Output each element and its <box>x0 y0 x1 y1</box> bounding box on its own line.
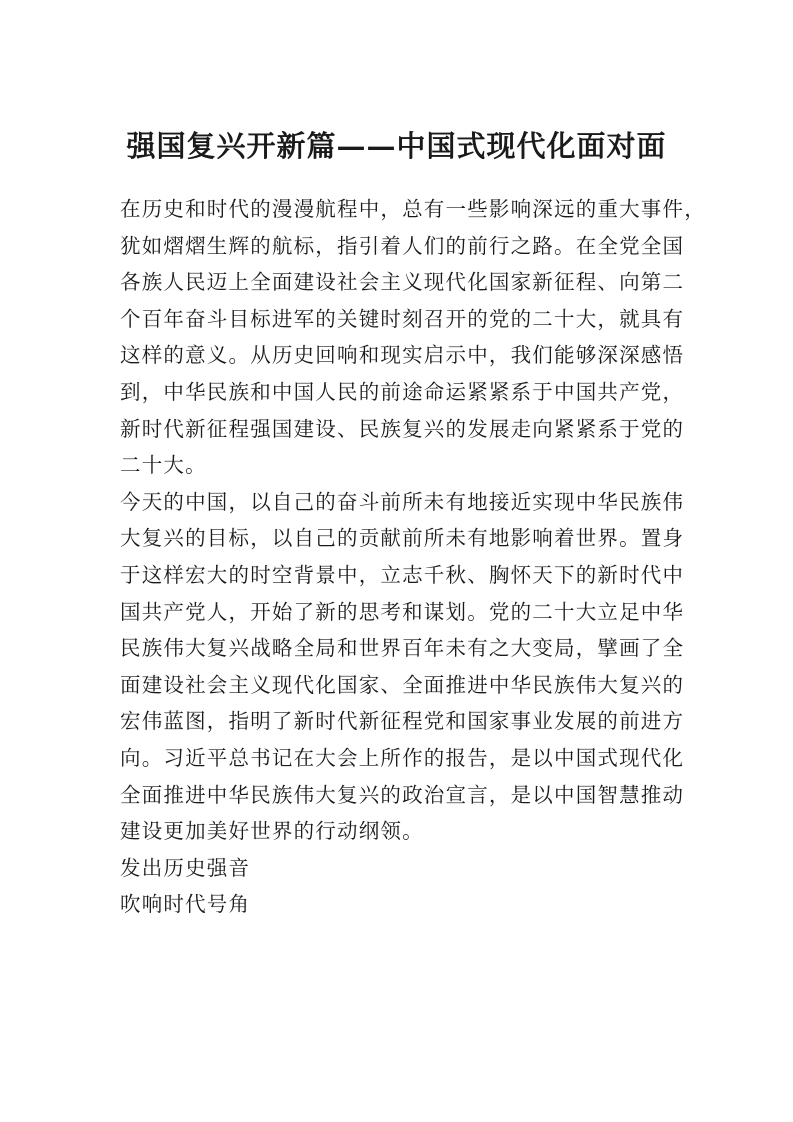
text-line: 二十大。 <box>120 453 207 478</box>
text-line: 向。习近平总书记在大会上所作的报告，是以中国式现代化 <box>120 745 685 770</box>
text-line: 到，中华民族和中国人民的前途命运紧紧系于中国共产党， <box>120 379 685 404</box>
text-line: 吹响时代号角 <box>120 892 251 917</box>
text-line: 全面推进中华民族伟大复兴的政治宣言，是以中国智慧推动 <box>120 782 685 807</box>
document-body <box>120 191 706 923</box>
text-line: 在历史和时代的漫漫航程中，总有一些影响深远的重大事件， <box>120 197 706 221</box>
paragraph-today <box>120 484 690 850</box>
document-title: 强国复兴开新篇——中国式现代化面对面 <box>126 129 667 163</box>
text-line: 民族伟大复兴战略全局和世界百年未有之大变局，擘画了全 <box>120 636 685 661</box>
text-line: 犹如熠熠生辉的航标，指引着人们的前行之路。在全党全国 <box>120 233 685 258</box>
text-line: 建设更加美好世界的行动纲领。 <box>120 819 424 844</box>
text-line: 于这样宏大的时空背景中，立志千秋、胸怀天下的新时代中 <box>120 562 685 587</box>
text-line: 各族人民迈上全面建设社会主义现代化国家新征程、向第二 <box>120 270 685 295</box>
text-line: 宏伟蓝图，指明了新时代新征程党和国家事业发展的前进方 <box>120 709 685 734</box>
text-line: 这样的意义。从历史回响和现实启示中，我们能够深深感悟 <box>120 343 685 368</box>
section-heading-historic-voice <box>120 850 690 887</box>
text-line: 今天的中国，以自己的奋斗前所未有地接近实现中华民族伟 <box>120 489 685 514</box>
text-line: 面建设社会主义现代化国家、全面推进中华民族伟大复兴的 <box>120 672 685 697</box>
text-line: 大复兴的目标，以自己的贡献前所未有地影响着世界。置身 <box>120 526 685 551</box>
paragraph-intro <box>120 191 706 484</box>
text-line: 发出历史强音 <box>120 855 251 880</box>
text-line: 新时代新征程强国建设、民族复兴的发展走向紧紧系于党的 <box>120 416 685 441</box>
text-line: 国共产党人，开始了新的思考和谋划。党的二十大立足中华 <box>120 599 685 624</box>
text-line: 个百年奋斗目标进军的关键时刻召开的党的二十大，就具有 <box>120 306 685 331</box>
section-heading-era-horn <box>120 886 690 923</box>
